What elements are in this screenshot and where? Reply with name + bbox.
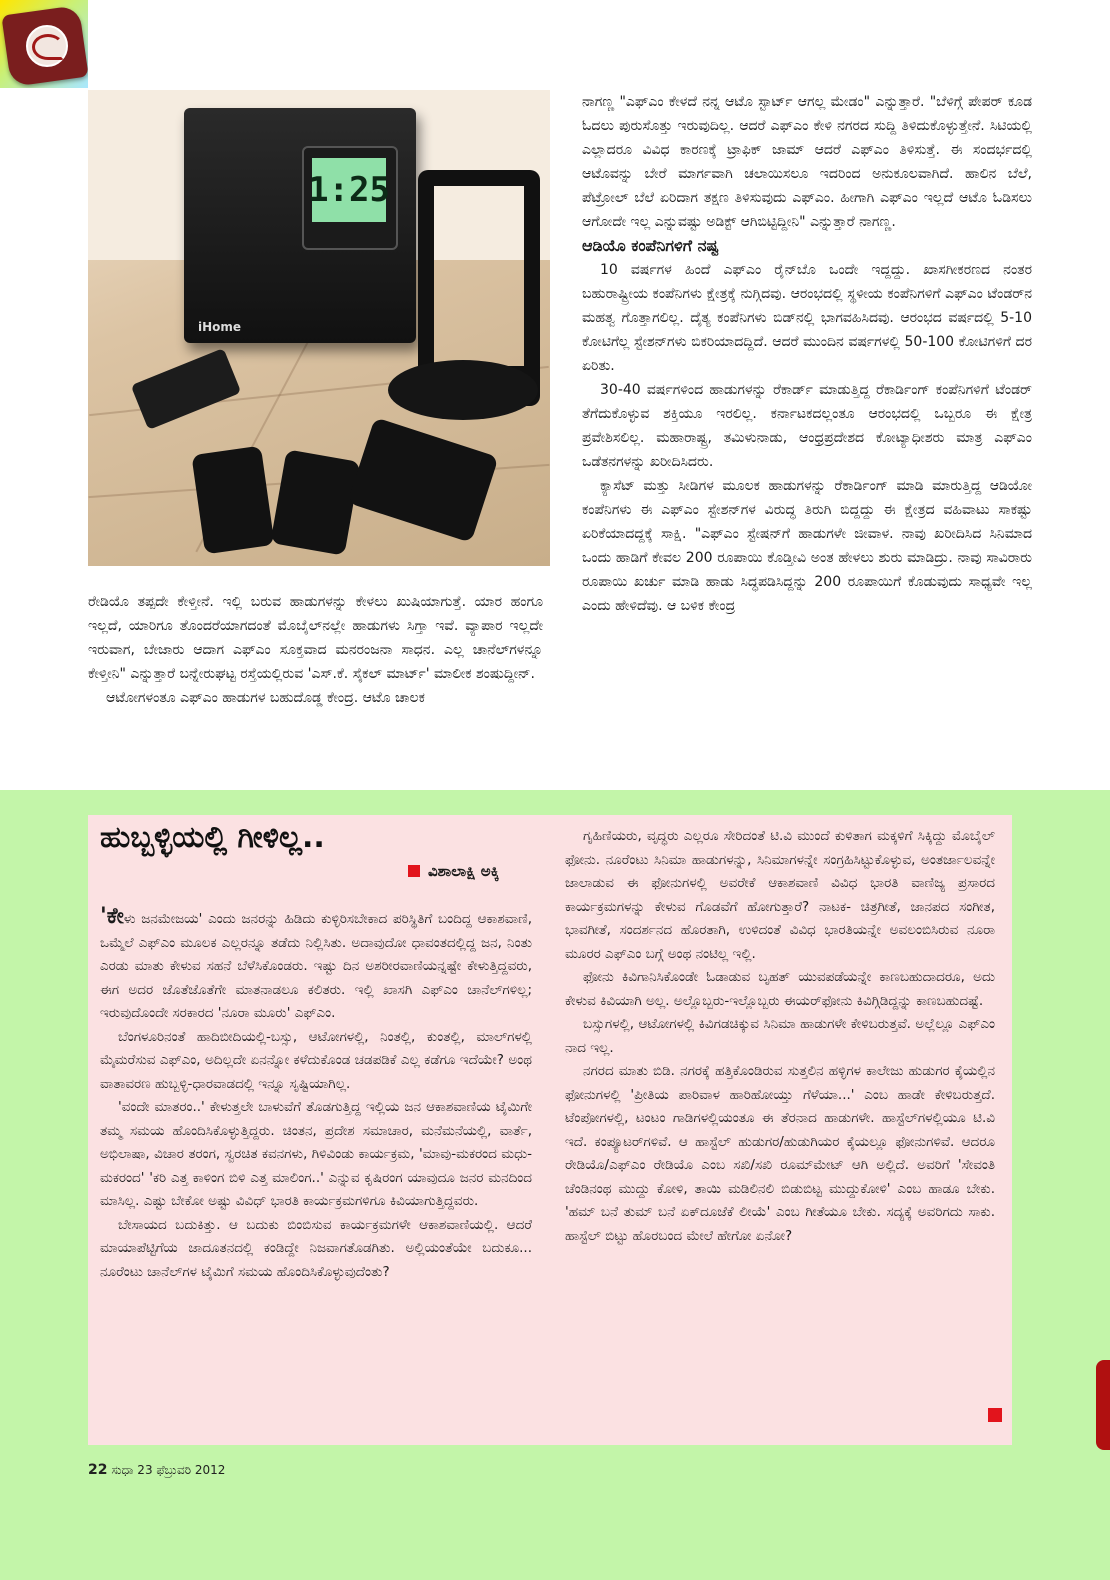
paragraph: ನಾಗಣ್ಣ "ಎಫ್‌ಎಂ ಕೇಳದೆ ನನ್ನ ಆಟೊ ಸ್ಟಾರ್ಟ್ ಆಗಲ್ಲ ಮೇಡಂ" ಎನ್ನುತ್ತಾರೆ. "ಬೆಳಿಗ್ಗೆ ಪೇಪರ್ ಕೂಡ ಓದಲು ಪುರುಸೊತ್ತು ಇರುವುದಿಲ್ಲ. ಆದರೆ ಎಫ್‌ಎಂ ಕೇಳಿ ನಗರದ ಸುದ್ದಿ ತಿಳಿದುಕೊಳ್ಳುತ್ತೇನೆ. ಸಿಟಿಯಲ್ಲಿ ಎಲ್ಲಾದರೂ ವಿವಿಧ ಕಾರಣಕ್ಕೆ ಟ್ರಾಫಿಕ್ ಜಾಮ್ ಆದರೆ ಎಫ್‌ಎಂ ತಿಳಿಸುತ್ತೆ. ಈ ಸಂದರ್ಭದಲ್ಲಿ ಆಟೊವನ್ನು ಬೇರೆ ಮಾರ್ಗವಾಗಿ ಚಲಾಯಿಸಲೂ ಇದರಿಂದ ಅನುಕೂಲವಾಗಿದೆ. ಹಾಲಿನ ಬೆಲೆ, ಪೆಟ್ರೋಲ್ ಬೆಲೆ ಏರಿದಾಗ ತಕ್ಷಣ ತಿಳಿಸುವುದು ಎಫ್‌ಎಂ. ಹೀಗಾಗಿ ಎಫ್‌ಎಂ ಇಲ್ಲದೆ ಆಟೊ ಓಡಿಸಲು ಆಗೋದೇ ಇಲ್ಲ ಎನ್ನುವಷ್ಟು ಅಡಿಕ್ಟ್ ಆಗಿಬಿಟ್ಟಿದ್ದೀನಿ" ಎನ್ನುತ್ತಾರೆ ನಾಗಣ್ಣ. xyxy=(582,94,1032,230)
speaker-brand: iHome xyxy=(198,320,242,334)
paragraph: ಬಸ್ಸುಗಳಲ್ಲಿ, ಆಟೋಗಳಲ್ಲಿ ಕಿವಿಗಡಚಿಕ್ಕುವ ಸಿನಿಮಾ ಹಾಡುಗಳೇ ಕೇಳಿಬರುತ್ತವೆ. ಅಲ್ಲೆಲ್ಲೂ ಎಫ್‌ಎಂ ನಾದ ಇಲ್ಲ. xyxy=(565,1016,995,1056)
paragraph: 'ವಂದೇ ಮಾತರಂ..' ಕೇಳುತ್ತಲೇ ಬಾಳುವೆಗೆ ತೊಡಗುತ್ತಿದ್ದ ಇಲ್ಲಿಯ ಜನ ಆಕಾಶವಾಣಿಯ ಟೈಮಿಗೇ ತಮ್ಮ ಸಮಯ ಹೊಂದಿಸಿಕೊಳ್ಳುತ್ತಿದ್ದರು. ಚಿಂತನ, ಪ್ರದೇಶ ಸಮಾಚಾರ, ಮನೆಮನೆಯಲ್ಲಿ, ವಾರ್ತೆ, ಅಭಿಲಾಷಾ, ವಿಚಾರ ತರಂಗ, ಸ್ವರಚಿತ ಕವನಗಳು, ಗಿಳಿವಿಂಡು ಕಾರ್ಯಕ್ರಮ, 'ಮಾವು-ಮಕರಂದ ಮಧು-ಮಕರಂದ' 'ಕರಿ ಎತ್ತ ಕಾಳಿಂಗ ಬಿಳಿ ಎತ್ತ ಮಾಲಿಂಗ..' ಎನ್ನುವ ಕೃಷಿರಂಗ ಯಾವುದೂ ಜನರ ಮನದಿಂದ ಮಾಸಿಲ್ಲ. ಎಷ್ಟು ಬೇಕೋ ಅಷ್ಟು ವಿವಿಧ್ ಭಾರತಿ ಕಾರ್ಯಕ್ರಮಗಳಿಗೂ ಕಿವಿಯಾಗುತ್ತಿದ್ದವರು. xyxy=(100,1099,532,1209)
left-column-text xyxy=(88,590,543,710)
end-marker-icon xyxy=(988,1408,1002,1422)
paragraph: ಬೆಂಗಳೂರಿನಂತೆ ಹಾದಿಬೀದಿಯಲ್ಲಿ-ಬಸ್ಸು, ಆಟೋಗಳಲ್ಲಿ, ನಿಂತಲ್ಲಿ, ಕುಂತಲ್ಲಿ, ಮಾಲ್‌ಗಳಲ್ಲಿ ಮೈಮರೆಸುವ ಎಫ್‌ಎಂ, ಅದಿಲ್ಲದೇ ಏನನ್ನೋ ಕಳೆದುಕೊಂಡ ಚಡಪಡಿಕೆ ಎಲ್ಲ ಕಡೆಗೂ ಇದೆಯೇ? ಅಂಥ ವಾತಾವರಣ ಹುಬ್ಬಳ್ಳಿ-ಧಾರವಾಡದಲ್ಲಿ ಇನ್ನೂ ಸೃಷ್ಟಿಯಾಗಿಲ್ಲ. xyxy=(100,1028,532,1092)
logo-swirl-icon xyxy=(32,34,64,60)
paragraph: ಫೋನು ಕಿವಿಗಾನಿಸಿಕೊಂಡೇ ಓಡಾಡುವ ಬೃಹತ್ ಯುವಪಡೆಯನ್ನೇ ಕಾಣಬಹುದಾದರೂ, ಅದು ಕೇಳುವ ಕಿವಿಯಾಗಿ ಅಲ್ಲ. ಅಲ್ಲೊಬ್ಬರು-ಇಲ್ಲೊಬ್ಬರು ಈಯರ್‌ಫೋನು ಕಿವಿಗ್ಗಿಡಿದ್ದನ್ನು ಕಾಣಬಹುದಷ್ಟೆ. xyxy=(565,969,995,1009)
paragraph: ಆಟೋಗಳಂತೂ ಎಫ್‌ಎಂ ಹಾಡುಗಳ ಬಹುದೊಡ್ಡ ಕೇಂದ್ರ. ಆಟೊ ಚಾಲಕ xyxy=(106,690,425,706)
box-left-column xyxy=(100,905,532,1284)
paragraph: ಕ್ಯಾಸೆಟ್ ಮತ್ತು ಸೀಡಿಗಳ ಮೂಲಕ ಹಾಡುಗಳನ್ನು ರೆಕಾರ್ಡಿಂಗ್ ಮಾಡಿ ಮಾರುತ್ತಿದ್ದ ಆಡಿಯೋ ಕಂಪೆನಿಗಳು ಈ ಎಫ್‌ಎಂ ಸ್ಟೇಶನ್‌ಗಳ ವಿರುದ್ಧ ತಿರುಗಿ ಬಿದ್ದದ್ದು ಈ ಕ್ಷೇತ್ರದ ವಹಿವಾಟು ಸಾಕಷ್ಟು ಏರಿಕೆಯಾದದ್ದಕ್ಕೆ ಸಾಕ್ಷಿ. "ಎಫ್‌ಎಂ ಸ್ಟೇಷನ್‌ಗೆ ಹಾಡುಗಳೇ ಜೀವಾಳ. ನಾವು ಖರೀದಿಸಿದ ಸಿನಿಮಾದ ಒಂದು ಹಾಡಿಗೆ ಕೇವಲ 200 ರೂಪಾಯಿ ಕೊಡ್ತೀವಿ ಅಂತ ಹೇಳಲು ಶುರು ಮಾಡಿದ್ರು. ನಾವು ಸಾವಿರಾರು ರೂಪಾಯಿ ಖರ್ಚು ಮಾಡಿ ಹಾಡು ಸಿದ್ಧಪಡಿಸಿದ್ದನ್ನು 200 ರೂಪಾಯಿಗೆ ಕೊಡುವುದು ಸಾಧ್ಯವೇ ಇಲ್ಲ ಎಂದು ಹೇಳಿದೆವು. ಆ ಬಳಿಕ ಕೇಂದ್ರ xyxy=(582,478,1032,614)
dock-base xyxy=(388,360,538,420)
box-title: ಹುಬ್ಬಳ್ಳಿಯಲ್ಲಿ ಗೀಳಿಲ್ಲ.. xyxy=(100,820,325,855)
paragraph: 10 ವರ್ಷಗಳ ಹಿಂದೆ ಎಫ್‌ಎಂ ರೈನ್‌ಬೊ ಒಂದೇ ಇದ್ದದ್ದು. ಖಾಸಗೀಕರಣದ ನಂತರ ಬಹುರಾಷ್ಟ್ರೀಯ ಕಂಪೆನಿಗಳು ಕ್ಷೇತ್ರಕ್ಕೆ ನುಗ್ಗಿದವು. ಆರಂಭದಲ್ಲಿ ಸ್ಥಳೀಯ ಕಂಪೆನಿಗಳಿಗೆ ಎಫ್‌ಎಂ ಟೆಂಡರ್‌ನ ಮಹತ್ವ ಗೊತ್ತಾಗಲಿಲ್ಲ. ದೈತ್ಯ ಕಂಪೆನಿಗಳು ಬಿಡ್‌ನಲ್ಲಿ ಭಾಗವಹಿಸಿದವು. ಆರಂಭದ ವರ್ಷದಲ್ಲಿ 5-10 ಕೋಟಿಗೆಲ್ಲ ಸ್ಟೇಶನ್‌ಗಳು ಬಿಕರಿಯಾದದ್ದಿದೆ. ಆದರೆ ಮುಂದಿನ ವರ್ಷಗಳಲ್ಲಿ 50-100 ಕೋಟಿಗಳಿಗೆ ದರ ಏರಿತು. xyxy=(582,262,1032,374)
section-subheading: ಆಡಿಯೊ ಕಂಪೆನಿಗಳಿಗೆ ನಷ್ಟ xyxy=(582,236,719,255)
radio-speaker xyxy=(184,108,416,343)
dropcap: 'ಕೇ xyxy=(100,904,124,929)
box-right-column xyxy=(565,825,995,1248)
article-photo xyxy=(88,90,550,566)
magazine-logo xyxy=(0,0,88,88)
paragraph: ರೇಡಿಯೊ ತಪ್ಪದೇ ಕೇಳ್ತೀನೆ. ಇಲ್ಲಿ ಬರುವ ಹಾಡುಗಳನ್ನು ಕೇಳಲು ಖುಷಿಯಾಗುತ್ತೆ. ಯಾರ ಹಂಗೂ ಇಲ್ಲದೆ, ಯಾರಿಗೂ ತೊಂದರೆಯಾಗದಂತೆ ಮೊಬೈಲ್‌ನಲ್ಲೇ ಹಾಡುಗಳು ಸಿಗ್ತಾ ಇವೆ. ವ್ಯಾಪಾರ ಇಲ್ಲದೇ ಇರುವಾಗ, ಬೇಜಾರು ಆದಾಗ ಎಫ್‌ಎಂ ಸೂಕ್ತವಾದ ಮನರಂಜನಾ ಸಾಧನ. ಎಲ್ಲ ಚಾನೆಲ್‌ಗಳನ್ನೂ ಕೇಳ್ತೀನಿ" ಎನ್ನುತ್ತಾರೆ ಬನ್ನೇರುಘಟ್ಟ ರಸ್ತೆಯಲ್ಲಿರುವ 'ಎಸ್.ಕೆ. ಸೈಕಲ್ ಮಾರ್ಟ್' ಮಾಲೀಕ ಶಂಷುದ್ದೀನ್. xyxy=(88,594,543,682)
paragraph: ಬೇಸಾಯದ ಬದುಕಿತ್ತು. ಆ ಬದುಕು ಬಿಂಬಿಸುವ ಕಾರ್ಯಕ್ರಮಗಳೇ ಆಕಾಶವಾಣಿಯಲ್ಲಿ. ಆದರೆ ಮಾಯಾಪೆಟ್ಟಿಗೆಯ ಜಾದೂತನದಲ್ಲಿ ಕಂಡಿದ್ದೇ ನಿಜವಾಗತೊಡಗಿತು. ಅಲ್ಲಿಯಂತೆಯೇ ಬದುಕೂ... ನೂರೆಂಟು ಚಾನೆಲ್‌ಗಳ ಟೈಮಿಗೆ ಸಮಯ ಹೊಂದಿಸಿಕೊಳ್ಳುವುದೆಂತು? xyxy=(100,1216,532,1280)
clock-display xyxy=(302,146,398,250)
paragraph: 30-40 ವರ್ಷಗಳಿಂದ ಹಾಡುಗಳನ್ನು ರೆಕಾರ್ಡ್ ಮಾಡುತ್ತಿದ್ದ ರೆಕಾರ್ಡಿಂಗ್ ಕಂಪೆನಿಗಳಿಗೆ ಟೆಂಡರ್ ತೆಗೆದುಕೊಳ್ಳುವ ಶಕ್ತಿಯೂ ಇರಲಿಲ್ಲ. ಕರ್ನಾಟಕದಲ್ಲಂತೂ ಆರಂಭದಲ್ಲಿ ಒಬ್ಬರೂ ಈ ಕ್ಷೇತ್ರ ಪ್ರವೇಶಿಸಲಿಲ್ಲ. ಮಹಾರಾಷ್ಟ್ರ, ತಮಿಳುನಾಡು, ಆಂಧ್ರಪ್ರದೇಶದ ಕೋಟ್ಯಾಧೀಶರು ಮಾತ್ರ ಎಫ್‌ಎಂ ಒಡೆತನಗಳನ್ನು ಖರೀದಿಸಿದರು. xyxy=(582,382,1032,470)
page-footer xyxy=(88,1462,225,1478)
remote-control xyxy=(131,348,242,430)
right-column-text xyxy=(582,90,1032,618)
paragraph-text: ಳು ಜನಮೇಜಯ' ಎಂದು ಜನರನ್ನು ಹಿಡಿದು ಕುಳ್ಳಿರಿಸಬೇಕಾದ ಪರಿಸ್ಥಿತಿಗೆ ಬಂದಿದ್ದ ಆಕಾಶವಾಣಿ, ಒಮ್ಮೆಲೆ ಎಫ್‌ಎಂ ಮೂಲಕ ಎಲ್ಲರನ್ನೂ ತಡೆದು ನಿಲ್ಲಿಸಿತು. ಅದಾವುದೋ ಧಾವಂತದಲ್ಲಿದ್ದ ಜನ, ನಿಂತು ಎರಡು ಮಾತು ಕೇಳುವ ಸಹನೆ ಬೆಳೆಸಿಕೊಂಡರು. ಇಷ್ಟು ದಿನ ಅಶರೀರವಾಣಿಯನ್ನಷ್ಟೇ ಕೇಳುತ್ತಿದ್ದವರು, ಈಗ ಅದರ ಜೊತೆಜೊತೆಗೇ ಮಾತನಾಡಲೂ ಕಲಿತರು. ಇಲ್ಲಿ ಖಾಸಗಿ ಎಫ್‌ಎಂ ಚಾನೆಲ್‌ಗಳಿಲ್ಲ; ಇರುವುದೊಂದೇ ಸರಕಾರದ 'ನೂರಾ ಮೂರು' ಎಫ್‌ಎಂ. xyxy=(100,911,532,1021)
dock-insert xyxy=(347,417,498,543)
author-name: ವಿಶಾಲಾಕ್ಷಿ ಅಕ್ಕಿ xyxy=(428,862,500,880)
paragraph xyxy=(100,905,532,1026)
byline xyxy=(408,862,499,880)
clock-time: 1:25 xyxy=(312,158,386,222)
dock-insert xyxy=(270,449,360,556)
byline-marker-icon xyxy=(408,865,420,877)
red-edge-decoration xyxy=(1096,1360,1110,1450)
footer-text: ಸುಧಾ 23 ಫೆಬ್ರುವರಿ 2012 xyxy=(111,1463,226,1477)
page-number: 22 xyxy=(88,1462,108,1478)
dock-insert xyxy=(191,446,274,555)
paragraph: ನಗರದ ಮಾತು ಬಿಡಿ. ನಗರಕ್ಕೆ ಹತ್ತಿಕೊಂಡಿರುವ ಸುತ್ತಲಿನ ಹಳ್ಳಿಗಳ ಕಾಲೇಜು ಹುಡುಗರ ಕೈಯಲ್ಲಿನ ಫೋನುಗಳಲ್ಲಿ 'ಪ್ರೀತಿಯ ಪಾರಿವಾಳ ಹಾರಿಹೋಯ್ತು ಗೆಳೆಯಾ...' ಎಂಬ ಹಾಡೇ ಕೇಳಿಬರುತ್ತದೆ. ಟೆಂಪೋಗಳಲ್ಲಿ, ಟಂಟಂ ಗಾಡಿಗಳಲ್ಲಿಯಂತೂ ಈ ತೆರನಾದ ಹಾಡುಗಳೇ. ಹಾಸ್ಟೆಲ್‌ಗಳಲ್ಲಿಯೂ ಟಿ.ವಿ ಇದೆ. ಕಂಪ್ಯೂಟರ್‌ಗಳಿವೆ. ಆ ಹಾಸ್ಟೆಲ್ ಹುಡುಗರ/ಹುಡುಗಿಯರ ಕೈಯಲ್ಲೂ ಫೋನುಗಳಿವೆ. ಆದರೂ ರೇಡಿಯೊ/ಎಫ್‌ಎಂ ರೇಡಿಯೊ ಎಂಬ ಸಖಿ/ಸಖಿ ರೂಮ್‌ಮೇಟ್ ಆಗಿ ಅಲ್ಲಿದೆ. ಅವರಿಗೆ 'ಸೇವಂತಿ ಚೆಂಡಿನಂಥ ಮುದ್ದು ಕೋಳಿ, ತಾಯಿ ಮಡಿಲಿನಲಿ ಬಿಡುಬಿಟ್ಟ ಮುದ್ದುಕೋಳಿ' ಎಂಬ ಹಾಡೂ ಬೇಕು. 'ಹಮ್ ಬನೆ ತುಮ್ ಬನೆ ಏಕ್‌ದೂಜೆಕೆ ಲೀಯೆ' ಎಂಬ ಗೀತೆಯೂ ಬೇಕು. ಸದ್ಯಕ್ಕೆ ಅವರಿಗದು ಸಾಕು. ಹಾಸ್ಟೆಲ್ ಬಿಟ್ಟು ಹೊರಬಂದ ಮೇಲೆ ಹೇಗೋ ಏನೋ? xyxy=(565,1063,995,1244)
paragraph: ಗೃಹಿಣಿಯರು, ವೃದ್ಧರು ಎಲ್ಲರೂ ಸೇರಿದಂತೆ ಟಿ.ವಿ ಮುಂದೆ ಕುಳಿತಾಗ ಮಕ್ಕಳಿಗೆ ಸಿಕ್ಕಿದ್ದು ಮೊಬೈಲ್ ಫೋನು. ನೂರೆಂಟು ಸಿನಿಮಾ ಹಾಡುಗಳನ್ನು, ಸಿನಿಮಾಗಳನ್ನೇ ಸಂಗ್ರಹಿಸಿಟ್ಟುಕೊಳ್ಳುವ, ಅಂತರ್ಜಾಲವನ್ನೇ ಜಾಲಾಡುವ ಈ ಫೋನುಗಳಲ್ಲಿ ಅವರೇಕೆ ಆಕಾಶವಾಣಿ ವಿವಿಧ ಭಾರತಿ ವಾಣಿಜ್ಯ ಪ್ರಸಾರದ ಕಾರ್ಯಕ್ರಮಗಳನ್ನು ಕೇಳುವ ಗೊಡವೆಗೆ ಹೋಗುತ್ತಾರೆ? ನಾಟಕ- ಚಿತ್ರಗೀತೆ, ಜಾನಪದ ಸಂಗೀತ, ಭಾವಗೀತೆ, ಸಂದರ್ಶನದ ಹೊರತಾಗಿ, ಉಳಿದಂತೆ ವಿವಿಧ ಭಾರತಿಯನ್ನೇ ಅವಲಂಬಿಸಿರುವ ನೂರಾ ಮೂರರ ಎಫ್‌ಎಂ ಬಗ್ಗೆ ಅಂಥ ನಂಟಿಲ್ಲ ಇಲ್ಲಿ. xyxy=(565,828,995,962)
